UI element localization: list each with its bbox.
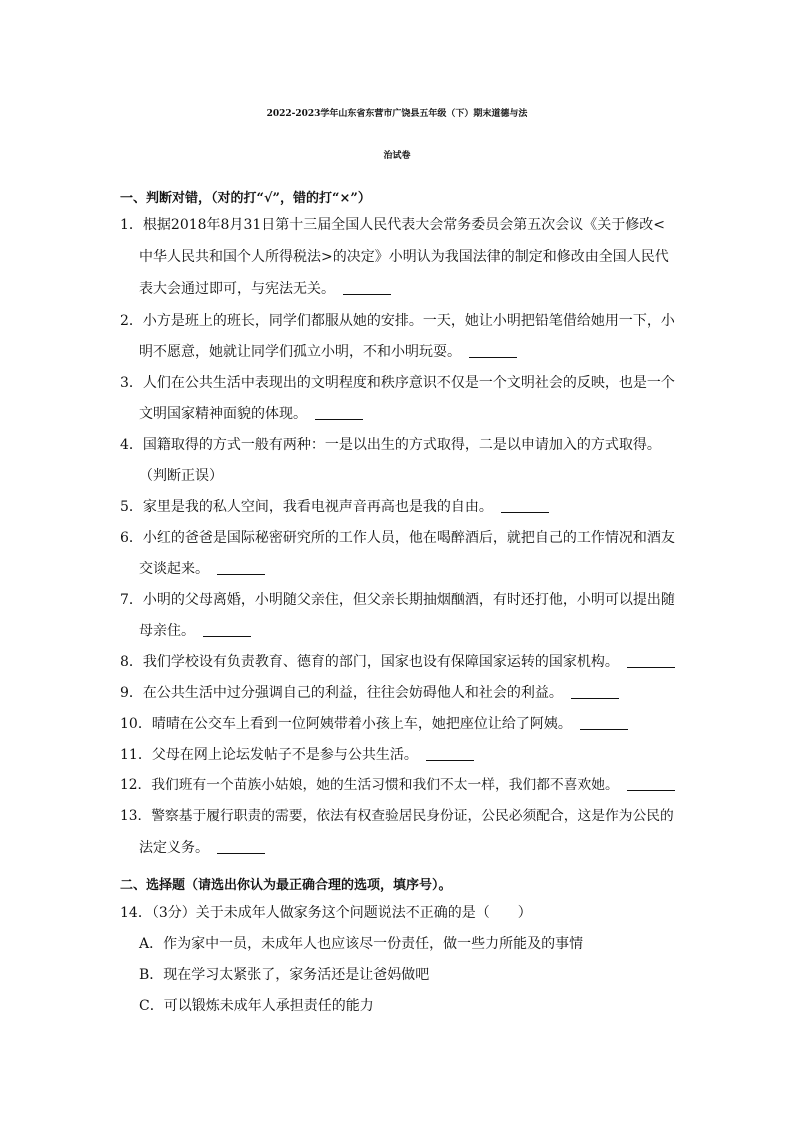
answer-blank-6[interactable] <box>217 573 265 575</box>
question-14-stem: 14．（3分）关于未成年人做家务这个问题说法不正确的是（ ） <box>120 905 532 921</box>
question-2-line-1: 2．小方是班上的班长，同学们都服从她的安排。一天，她让小明把铅笔借给她用一下，小 <box>120 313 675 329</box>
question-5-text: 5．家里是我的私人空间，我看电视声音再高也是我的自由。 <box>120 499 493 515</box>
answer-blank-11[interactable] <box>426 759 474 761</box>
question-1-text: 表大会通过即可，与宪法无关。 <box>139 281 335 297</box>
question-10-line-1 <box>120 717 628 731</box>
question-11-line-1 <box>120 748 474 762</box>
answer-blank-13[interactable] <box>217 852 265 854</box>
question-4-line-2: （判断正误） <box>139 468 223 484</box>
exam-title-line-1: 2022-2023学年山东省东营市广饶县五年级（下）期末道德与法 <box>266 109 528 119</box>
question-7-line-2 <box>139 624 251 638</box>
question-2-line-2 <box>139 345 517 359</box>
question-8-line-1 <box>120 655 675 669</box>
question-3-text: 文明国家精神面貌的体现。 <box>139 406 307 422</box>
question-14-option-a[interactable]: A．作为家中一员，未成年人也应该尽一份责任，做一些力所能及的事情 <box>139 936 584 952</box>
question-5-line-1 <box>120 500 549 514</box>
question-6-line-1: 6．小红的爸爸是国际秘密研究所的工作人员，他在喝醉酒后，就把自己的工作情况和酒友 <box>120 530 675 546</box>
answer-blank-8[interactable] <box>627 666 675 668</box>
answer-blank-2[interactable] <box>469 356 517 358</box>
exam-title-line-2: 治试卷 <box>383 151 411 161</box>
question-13-line-2 <box>139 841 265 855</box>
question-9-line-1 <box>120 686 619 700</box>
question-13-line-1: 13．警察基于履行职责的需要，依法有权查验居民身份证，公民必须配合，这是作为公民的 <box>120 808 674 824</box>
question-10-text: 10．晴晴在公交车上看到一位阿姨带着小孩上车，她把座位让给了阿姨。 <box>120 716 572 732</box>
answer-blank-5[interactable] <box>501 511 549 513</box>
question-12-text: 12．我们班有一个苗族小姑娘，她的生活习惯和我们不太一样，我们都不喜欢她。 <box>120 777 619 793</box>
question-13-text: 法定义务。 <box>139 840 209 856</box>
answer-blank-10[interactable] <box>580 728 628 730</box>
question-7-text: 母亲住。 <box>139 623 195 639</box>
answer-blank-9[interactable] <box>571 697 619 699</box>
question-9-text: 9．在公共生活中过分强调自己的利益，往往会妨碍他人和社会的利益。 <box>120 685 563 701</box>
question-3-line-1: 3．人们在公共生活中表现出的文明程度和秩序意识不仅是一个文明社会的反映，也是一个 <box>120 375 675 391</box>
section-heading-judgment: 一、判断对错，（对的打“√”，错的打“×”） <box>120 191 371 206</box>
question-14-option-c[interactable]: C．可以锻炼未成年人承担责任的能力 <box>139 998 374 1014</box>
question-1-line-2: 中华人民共和国个人所得税法>的决定》小明认为我国法律的制定和修改由全国人民代 <box>139 249 669 265</box>
question-8-text: 8．我们学校设有负责教育、德育的部门，国家也设有保障国家运转的国家机构。 <box>120 654 619 670</box>
question-6-text: 交谈起来。 <box>139 561 209 577</box>
question-12-line-1 <box>120 779 675 793</box>
question-14-option-b[interactable]: B．现在学习太紧张了，家务活还是让爸妈做吧 <box>139 967 430 983</box>
question-3-line-2 <box>139 407 363 421</box>
question-1-line-3 <box>139 282 391 296</box>
answer-blank-1[interactable] <box>343 293 391 295</box>
question-2-text: 明不愿意，她就让同学们孤立小明，不和小明玩耍。 <box>139 344 461 360</box>
section-heading-choice: 二、选择题（请选出你认为最正确合理的选项，填序号）。 <box>120 878 452 893</box>
answer-blank-12[interactable] <box>627 789 675 791</box>
question-4-line-1: 4．国籍取得的方式一般有两种：一是以出生的方式取得，二是以申请加入的方式取得。 <box>120 437 661 453</box>
question-6-line-2 <box>139 562 265 576</box>
answer-blank-3[interactable] <box>315 418 363 420</box>
answer-blank-7[interactable] <box>203 635 251 637</box>
question-1-line-1: 1．根据2018年8月31日第十三届全国人民代表大会常务委员会第五次会议《关于修改< <box>120 217 665 233</box>
question-11-text: 11．父母在网上论坛发帖子不是参与公共生活。 <box>120 747 418 763</box>
question-7-line-1: 7．小明的父母离婚，小明随父亲住，但父亲长期抽烟酗酒，有时还打他，小明可以提出随 <box>120 592 675 608</box>
